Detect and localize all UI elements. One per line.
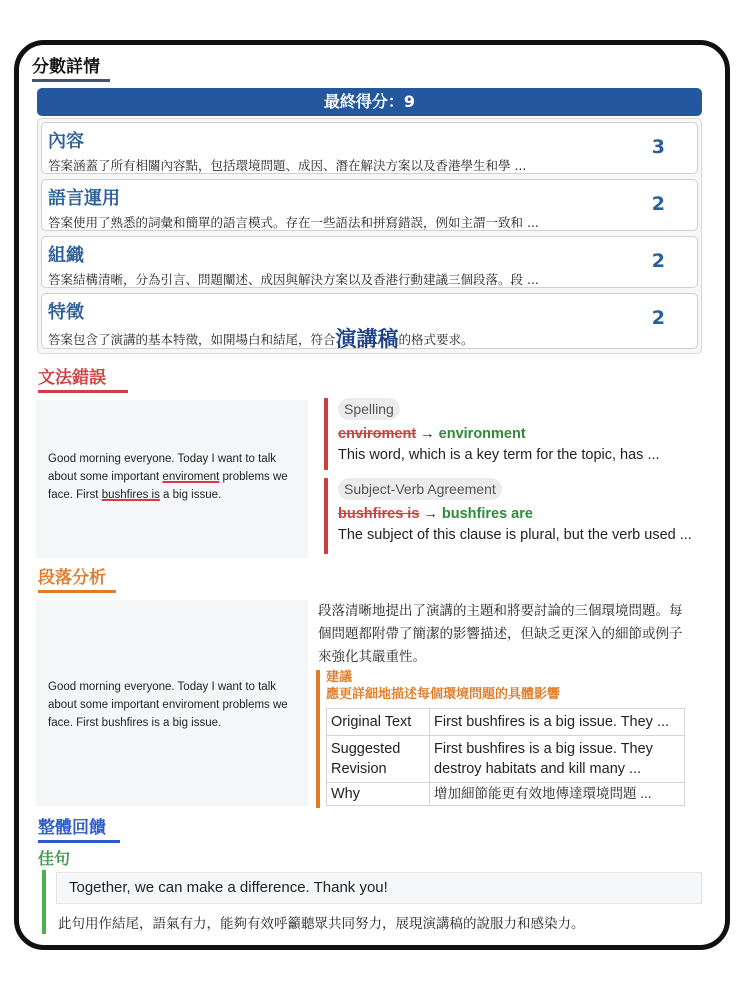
- good-sentence-title: 佳句: [38, 849, 71, 868]
- card-title: 語言運用: [48, 188, 120, 209]
- suggestion-block: [316, 670, 696, 808]
- card-score: 3: [651, 136, 665, 158]
- highlight-word: 演講稿: [335, 327, 399, 351]
- error-highlight-spelling[interactable]: enviroment: [162, 471, 220, 483]
- score-card-language: [41, 179, 698, 231]
- table-key: Suggested Revision: [327, 736, 430, 783]
- card-score: 2: [651, 250, 665, 272]
- error-type-badge: Spelling: [338, 398, 400, 420]
- table-value: 增加細節能更有效地傳達環境問題 ...: [430, 783, 685, 806]
- card-title: 特徵: [48, 302, 84, 323]
- table-value: First bushfires is a big issue. They destroy habitats and kill many ...: [430, 736, 685, 783]
- card-description: 答案涵蓋了所有相關內容點，包括環境問題、成因、潛在解決方案以及香港學生和學 ...: [48, 158, 527, 173]
- score-card-organization: [41, 236, 698, 288]
- good-sentence-block: [42, 870, 702, 934]
- paragraph-section-title: 段落分析: [38, 563, 106, 588]
- score-section-title: 分數詳情: [32, 52, 100, 77]
- table-value: First bushfires is a big issue. They ...: [430, 709, 685, 736]
- error-highlight-agreement[interactable]: bushfires is: [101, 489, 160, 501]
- paragraph-analysis-text: 段落清晰地提出了演講的主題和將要討論的三個環境問題。每個問題都附帶了簡潔的影響描述，但缺乏更深入的細節或例子來強化其嚴重性。: [318, 603, 683, 665]
- error-item-spelling: [324, 398, 704, 470]
- correction-line: enviroment → environment: [338, 426, 526, 442]
- error-explanation: This word, which is a key term for the topic, has ...: [338, 447, 660, 463]
- error-explanation: The subject of this clause is plural, but the verb used ...: [338, 527, 692, 543]
- card-score: 2: [651, 193, 665, 215]
- overall-section-title: 整體回饋: [38, 813, 106, 838]
- correction-line: bushfires is → bushfires are: [338, 506, 533, 522]
- card-title: 內容: [48, 131, 84, 152]
- error-type-badge: Subject-Verb Agreement: [338, 478, 502, 500]
- suggestion-label: 建議: [326, 670, 353, 685]
- suggestion-heading: 應更詳細地描述每個環境問題的具體影響: [326, 687, 561, 702]
- card-description: 答案結構清晰，分為引言、問題闡述、成因與解決方案以及香港行動建議三個段落。段 ...: [48, 272, 539, 287]
- table-row: [327, 736, 685, 783]
- score-card-features: [41, 293, 698, 349]
- table-key: Original Text: [327, 709, 430, 736]
- card-title: 組織: [48, 245, 84, 266]
- grammar-section-title: 文法錯誤: [38, 363, 106, 388]
- card-description: 答案包含了演講的基本特徵，如開場白和結尾，符合演講稿的格式要求。: [48, 327, 474, 351]
- table-row: [327, 709, 685, 736]
- score-cards: [37, 118, 702, 354]
- table-key: Why: [327, 783, 430, 806]
- card-score: 2: [651, 307, 665, 329]
- table-row: [327, 783, 685, 806]
- card-description: 答案使用了熟悉的詞彙和簡單的語言模式。存在一些語法和拼寫錯誤，例如主謂一致和 ...: [48, 215, 539, 230]
- suggestion-table: [326, 708, 685, 806]
- grammar-sample-text: Good morning everyone. Today I want to talk about some important enviroment problems we face. First bushfires is a big issue.: [36, 400, 308, 558]
- error-item-agreement: [324, 478, 704, 554]
- paragraph-sample-text: Good morning everyone. Today I want to talk about some important enviroment problems we face. First bushfires is a big issue.: [36, 600, 308, 806]
- good-sentence-comment: 此句用作結尾，語氣有力，能夠有效呼籲聽眾共同努力，展現演講稿的說服力和感染力。: [58, 916, 585, 932]
- good-sentence-quote: Together, we can make a difference. Thank you!: [56, 872, 702, 904]
- score-card-content: [41, 122, 698, 174]
- final-score-banner: 最終得分：9: [37, 88, 702, 116]
